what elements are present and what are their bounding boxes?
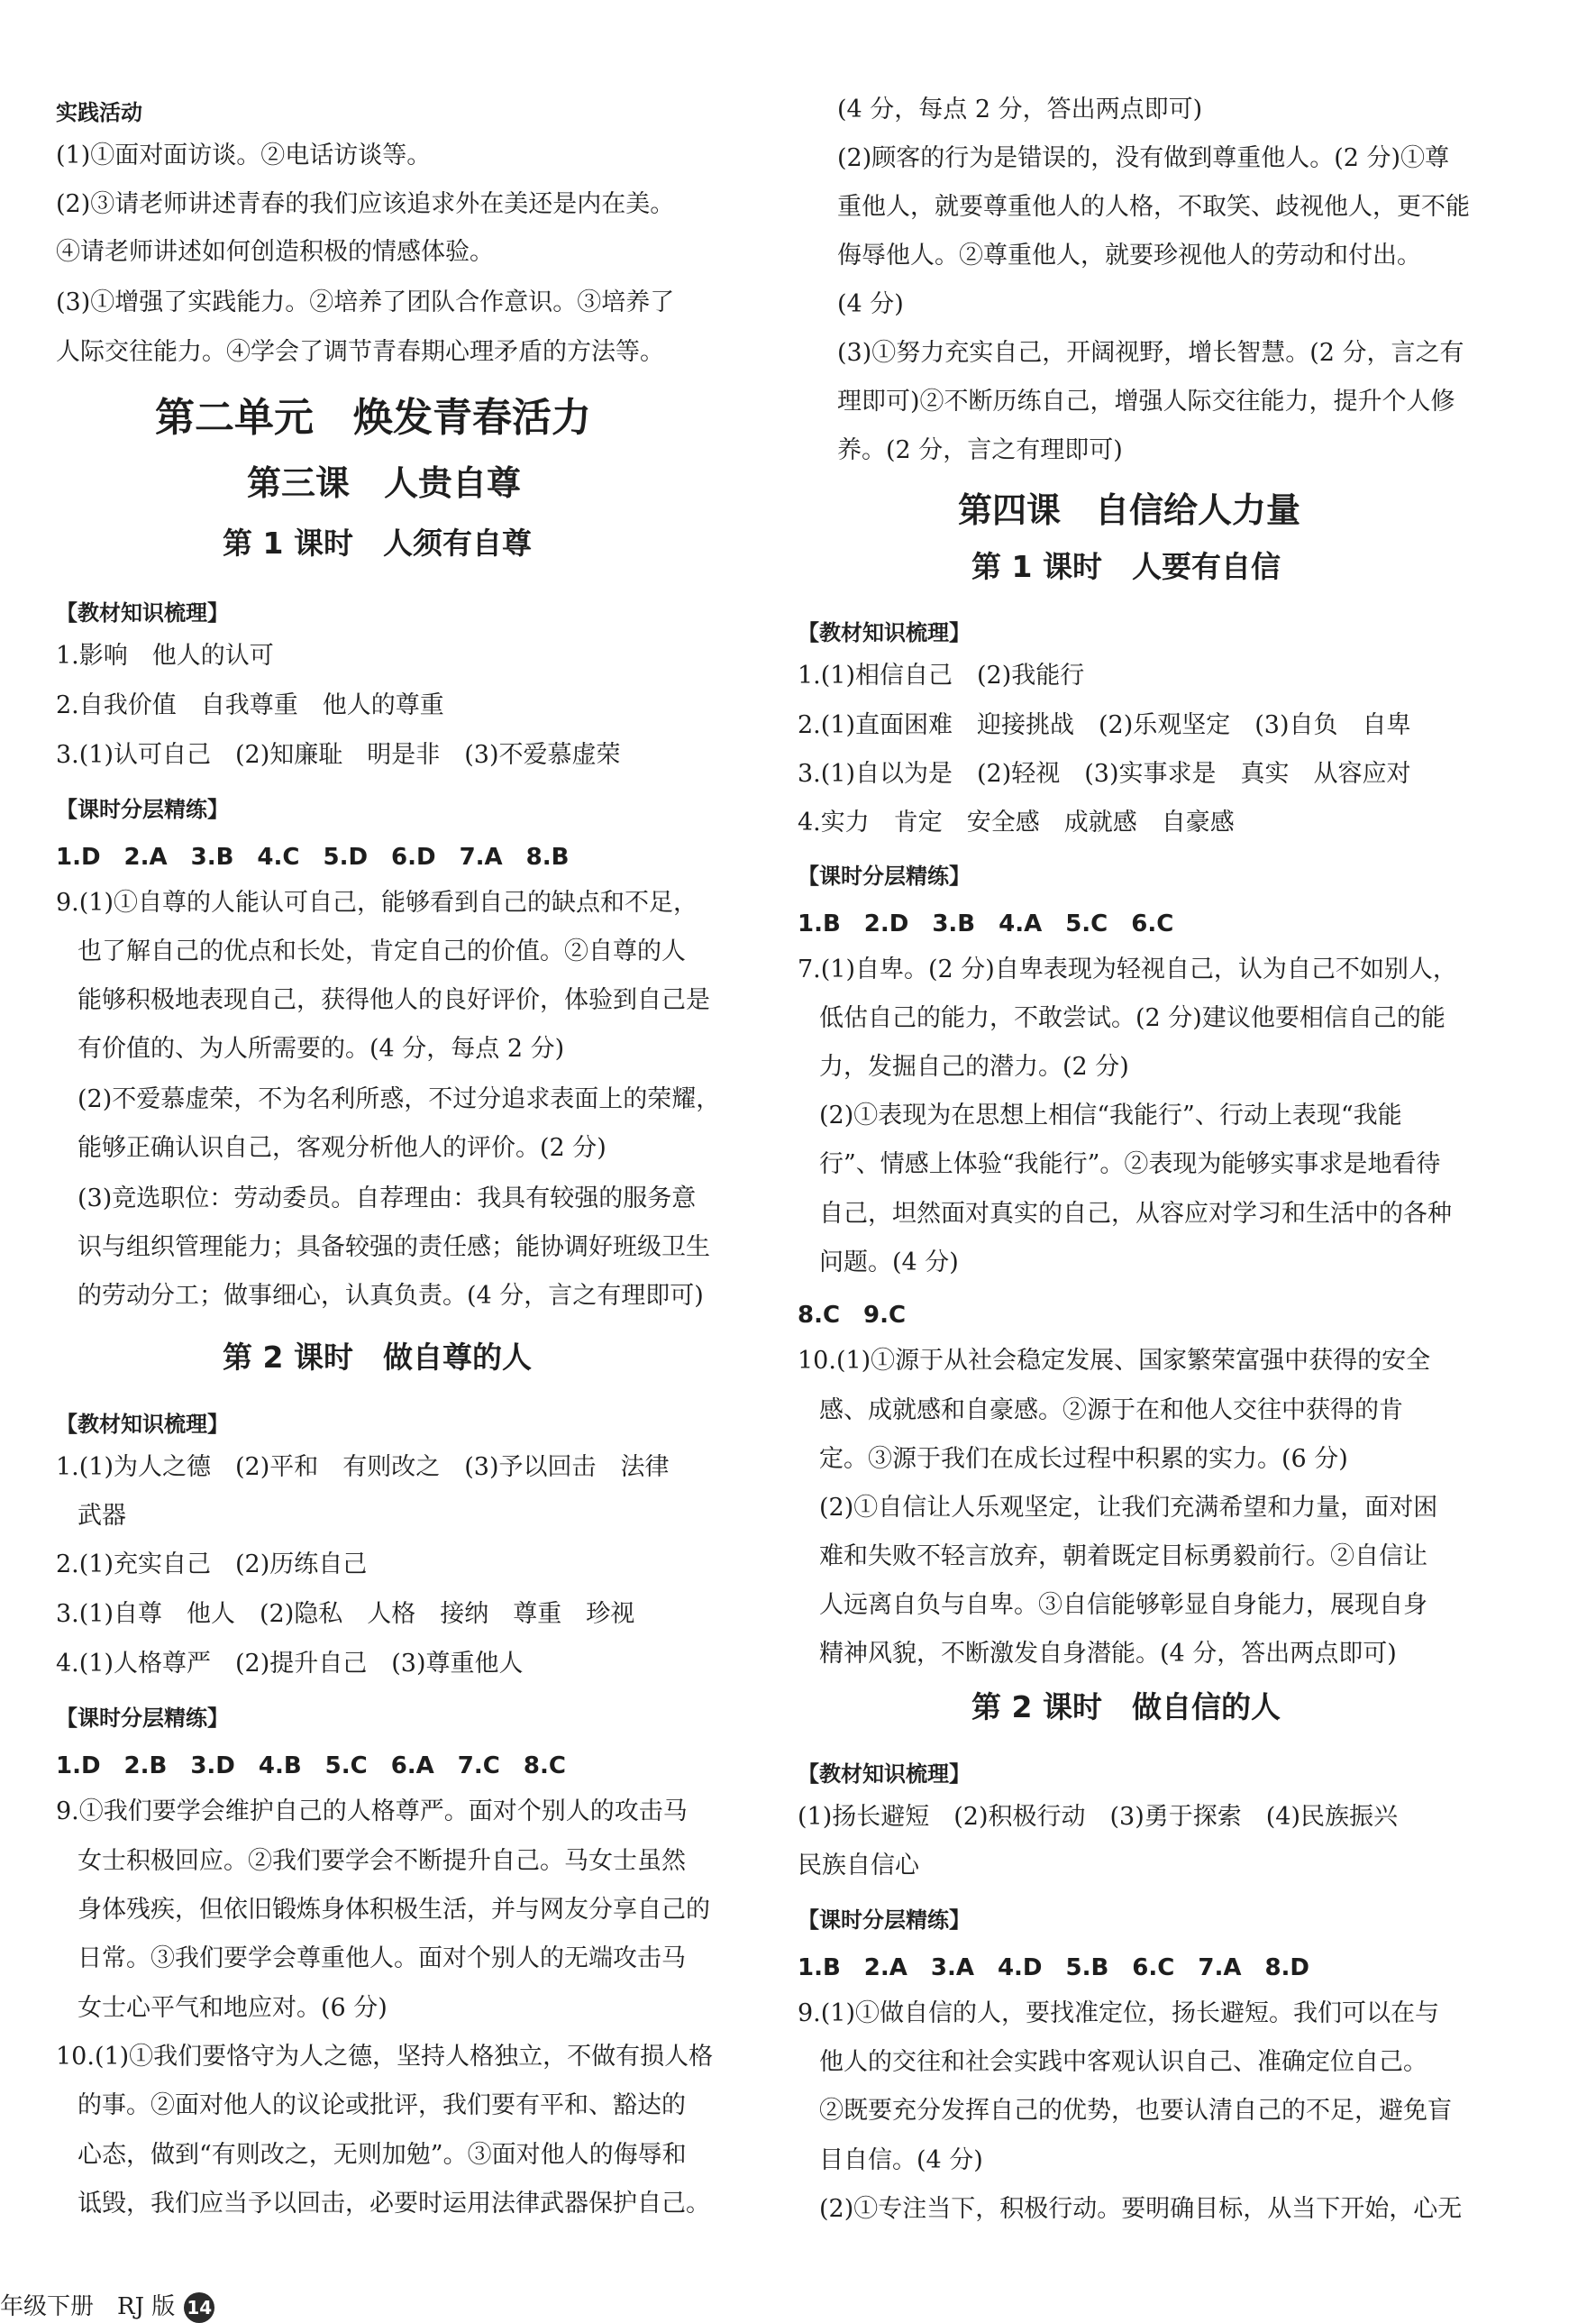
lesson-4-period-1-title: 第 1 课时 人要有自信 [971, 549, 1281, 584]
practice-line: (1)①面对面访谈。②电话访谈等。 [56, 142, 432, 169]
answer-line: 的事。②面对他人的议论或批评，我们要有平和、豁达的 [78, 2091, 686, 2119]
answer-line: 能够积极地表现自己，获得他人的良好评价，体验到自己是 [78, 986, 710, 1014]
answer-line: (4 分) [837, 290, 904, 318]
knowledge-line: 1.影响 他人的认可 [56, 642, 274, 670]
knowledge-line: 2.自我价值 自我尊重 他人的尊重 [56, 691, 444, 719]
knowledge-line: 2.(1)充实自己 (2)历练自己 [56, 1550, 368, 1578]
answer-line: (4 分，每点 2 分，答出两点即可) [837, 96, 1203, 123]
answer-line: 7.(1)自卑。(2 分)自卑表现为轻视自己，认为自己不如别人， [798, 956, 1457, 983]
answer-line: 能够正确认识自己，客观分析他人的评价。(2 分) [78, 1134, 606, 1162]
answer-line: (2)①专注当下，积极行动。要明确目标，从当下开始，心无 [819, 2195, 1463, 2223]
choice-answers: 1.D 2.B 3.D 4.B 5.C 6.A 7.C 8.C [56, 1752, 566, 1779]
knowledge-line: 2.(1)直面困难 迎接挑战 (2)乐观坚定 (3)自负 自卑 [798, 711, 1411, 739]
lesson-3-period-1-title: 第 1 课时 人须有自尊 [223, 526, 532, 561]
knowledge-line: 1.(1)为人之德 (2)平和 有则改之 (3)予以回击 法律 [56, 1453, 670, 1481]
answer-line: (2)①表现为在思想上相信“我能行”、行动上表现“我能 [819, 1102, 1402, 1129]
choice-answers: 8.C 9.C [798, 1302, 907, 1329]
unit-title: 第二单元 焕发青春活力 [155, 395, 591, 441]
answer-line: 自己，坦然面对真实的自己，从容应对学习和生活中的各种 [819, 1200, 1452, 1228]
practice-exercises-heading: 【课时分层精练】 [56, 1706, 229, 1731]
knowledge-line: 1.(1)相信自己 (2)我能行 [798, 662, 1085, 690]
practice-heading: 实践活动 [56, 100, 142, 125]
answer-line: 的劳动分工；做事细心，认真负责。(4 分，言之有理即可) [78, 1282, 704, 1310]
practice-line: ④请老师讲述如何创造积极的情感体验。 [56, 238, 494, 266]
answer-line: (2)①自信让人乐观坚定，让我们充满希望和力量，面对困 [819, 1494, 1438, 1522]
knowledge-heading: 【教材知识梳理】 [798, 620, 971, 645]
practice-line: (3)①增强了实践能力。②培养了团队合作意识。③培养了 [56, 288, 675, 316]
answer-line: 问题。(4 分) [819, 1248, 959, 1276]
knowledge-line: 4.实力 肯定 安全感 成就感 自豪感 [798, 809, 1235, 837]
answer-line: 9.(1)①自尊的人能认可自己，能够看到自己的缺点和不足， [56, 889, 698, 917]
answer-line: 养。(2 分，言之有理即可) [837, 436, 1123, 464]
answer-line: (2)顾客的行为是错误的，没有做到尊重他人。(2 分)①尊 [837, 144, 1450, 172]
answer-line: 9.①我们要学会维护自己的人格尊严。面对个别人的攻击马 [56, 1797, 688, 1825]
answer-line: 重他人，就要尊重他人的人格，不取笑、歧视他人，更不能 [837, 193, 1470, 221]
lesson-4-period-2-title: 第 2 课时 做自信的人 [971, 1689, 1281, 1724]
knowledge-line: 3.(1)认可自己 (2)知廉耻 明是非 (3)不爱慕虚荣 [56, 741, 621, 769]
answer-line: 女士积极回应。②我们要学会不断提升自己。马女士虽然 [78, 1847, 686, 1875]
knowledge-line: 3.(1)自以为是 (2)轻视 (3)实事求是 真实 从容应对 [798, 760, 1411, 788]
knowledge-line: 武器 [78, 1502, 126, 1530]
answer-line: (3)①努力充实自己，开阔视野，增长智慧。(2 分，言之有 [837, 339, 1464, 367]
answer-line: 力，发掘自己的潜力。(2 分) [819, 1053, 1129, 1081]
knowledge-line: 民族自信心 [798, 1852, 919, 1879]
practice-exercises-heading: 【课时分层精练】 [798, 864, 971, 889]
answer-line: 侮辱他人。②尊重他人，就要珍视他人的劳动和付出。 [837, 242, 1421, 270]
answer-line: (3)竞选职位：劳动委员。自荐理由：我具有较强的服务意 [78, 1184, 697, 1212]
knowledge-heading: 【教材知识梳理】 [56, 1412, 229, 1437]
answer-line: 识与组织管理能力；具备较强的责任感；能协调好班级卫生 [78, 1233, 710, 1261]
practice-exercises-heading: 【课时分层精练】 [798, 1907, 971, 1933]
practice-line: 人际交往能力。④学会了调节青春期心理矛盾的方法等。 [56, 338, 664, 366]
answer-line: 难和失败不轻言放弃，朝着既定目标勇毅前行。②自信让 [819, 1542, 1427, 1570]
answer-line: 理即可)②不断历练自己，增强人际交往能力，提升个人修 [837, 388, 1455, 416]
page-footer [0, 2288, 214, 2323]
choice-answers: 1.B 2.D 3.B 4.A 5.C 6.C [798, 910, 1174, 937]
answer-line: 目自信。(4 分) [819, 2146, 983, 2174]
answer-line: 行”、情感上体验“我能行”。②表现为能够实事求是地看待 [819, 1150, 1441, 1178]
answer-line: 诋毁，我们应当予以回击，必要时运用法律武器保护自己。 [78, 2190, 710, 2218]
answer-line: 低估自己的能力，不敢尝试。(2 分)建议他要相信自己的能 [819, 1004, 1446, 1032]
knowledge-line: 3.(1)自尊 他人 (2)隐私 人格 接纳 尊重 珍视 [56, 1600, 635, 1628]
answer-line: 10.(1)①源于从社会稳定发展、国家繁荣富强中获得的安全 [798, 1347, 1431, 1375]
knowledge-heading: 【教材知识梳理】 [798, 1761, 971, 1787]
answer-line: 他人的交往和社会实践中客观认识自己、准确定位自己。 [819, 2048, 1427, 2076]
answer-line: 日常。③我们要学会尊重他人。面对个别人的无端攻击马 [78, 1944, 686, 1972]
practice-exercises-heading: 【课时分层精练】 [56, 797, 229, 822]
lesson-3-title: 第三课 人贵自尊 [247, 463, 522, 503]
answer-line: 9.(1)①做自信的人，要找准定位，扬长避短。我们可以在与 [798, 1999, 1440, 2027]
answer-line: 身体残疾，但依旧锻炼身体积极生活，并与网友分享自己的 [78, 1896, 710, 1924]
answer-line: 女士心平气和地应对。(6 分) [78, 1994, 388, 2022]
lesson-3-period-2-title: 第 2 课时 做自尊的人 [223, 1340, 532, 1375]
answer-line: 人远离自负与自卑。③自信能够彰显自身能力，展现自身 [819, 1591, 1427, 1619]
lesson-4-title: 第四课 自信给人力量 [958, 490, 1301, 530]
answer-line: 精神风貌，不断激发自身潜能。(4 分，答出两点即可) [819, 1640, 1397, 1668]
knowledge-heading: 【教材知识梳理】 [56, 600, 229, 626]
knowledge-line: (1)扬长避短 (2)积极行动 (3)勇于探索 (4)民族振兴 [798, 1803, 1398, 1831]
answer-line: 定。③源于我们在成长过程中积累的实力。(6 分) [819, 1445, 1348, 1473]
footer-text: 年级下册 RJ 版 [0, 2293, 176, 2320]
answer-line: (2)不爱慕虚荣，不为名利所惑，不过分追求表面上的荣耀， [78, 1085, 721, 1113]
answer-line: 感、成就感和自豪感。②源于在和他人交往中获得的肯 [819, 1396, 1403, 1424]
practice-line: (2)③请老师讲述青春的我们应该追求外在美还是内在美。 [56, 190, 675, 218]
answer-line: 心态，做到“有则改之，无则加勉”。③面对他人的侮辱和 [78, 2141, 687, 2169]
answer-line: 也了解自己的优点和长处，肯定自己的价值。②自尊的人 [78, 937, 686, 965]
choice-answers: 1.B 2.A 3.A 4.D 5.B 6.C 7.A 8.D [798, 1954, 1309, 1981]
answer-line: ②既要充分发挥自己的优势，也要认清自己的不足，避免盲 [819, 2097, 1452, 2125]
choice-answers: 1.D 2.A 3.B 4.C 5.D 6.D 7.A 8.B [56, 844, 570, 871]
answer-line: 有价值的、为人所需要的。(4 分，每点 2 分) [78, 1035, 565, 1063]
answer-line: 10.(1)①我们要恪守为人之德，坚持人格独立，不做有损人格 [56, 2043, 714, 2071]
knowledge-line: 4.(1)人格尊严 (2)提升自己 (3)尊重他人 [56, 1650, 524, 1678]
page-number: 14 [184, 2292, 214, 2323]
